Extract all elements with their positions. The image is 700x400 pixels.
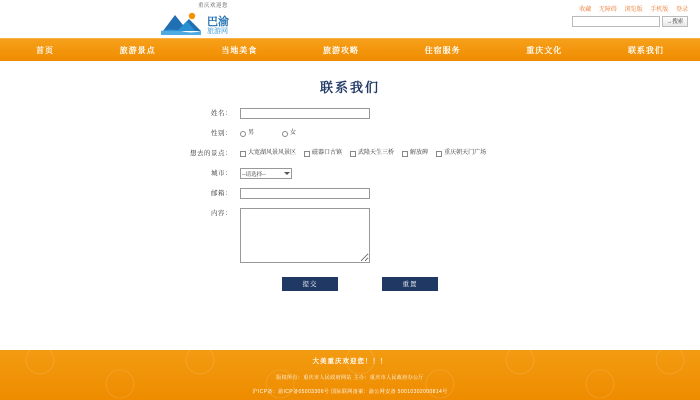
search-input[interactable] — [572, 16, 660, 27]
city-label: 城市： — [211, 170, 232, 177]
top-link-favorite[interactable]: 收藏 — [579, 7, 592, 13]
content-field-wrap — [240, 208, 580, 265]
footer-icp: 沪ICP备：渝ICP备05003306号 国际联网备案：渝公网安备 50010302000814号 — [252, 389, 448, 395]
gender-option-male[interactable] — [240, 128, 254, 139]
checkbox-icon[interactable] — [304, 151, 310, 157]
contact-form — [120, 108, 580, 291]
place-option-2-label: 武隆天生三桥 — [358, 150, 395, 156]
page-title: 联系我们 — [319, 80, 380, 95]
places-field-wrap — [240, 148, 580, 159]
city-field-wrap — [240, 168, 580, 179]
place-option-1[interactable] — [304, 148, 342, 159]
gender-field-wrap — [240, 128, 580, 139]
name-label: 姓名： — [211, 110, 232, 117]
place-option-2[interactable] — [350, 148, 394, 159]
footer-slogan: 大美重庆欢迎您！！！ — [312, 358, 388, 365]
nav-item-attractions[interactable]: 旅游景点 — [119, 45, 156, 55]
place-option-0-label: 大宽湖风景风景区 — [248, 150, 297, 156]
svg-text:巴渝: 巴渝 — [207, 16, 229, 28]
nav-item-contact[interactable]: 联系我们 — [627, 45, 664, 55]
content-textarea[interactable] — [240, 208, 370, 263]
reset-button[interactable]: 重置 — [382, 277, 438, 291]
city-select[interactable] — [240, 168, 292, 179]
site-footer — [0, 350, 700, 400]
footer-copyright: 版权所有：重庆市人民政府网站 主办：重庆市人民政府办公厅 — [276, 375, 424, 381]
place-option-1-label: 磁器口古镇 — [312, 150, 343, 156]
submit-button[interactable]: 提交 — [282, 277, 338, 291]
checkbox-icon[interactable] — [350, 151, 356, 157]
checkbox-icon[interactable] — [240, 151, 246, 157]
radio-icon[interactable] — [282, 131, 288, 137]
form-row-places — [120, 148, 580, 159]
email-field-wrap — [240, 188, 580, 199]
checkbox-icon[interactable] — [436, 151, 442, 157]
gender-option-male-label: 男 — [248, 130, 255, 136]
top-link-browse[interactable]: 浏览版 — [624, 7, 643, 13]
place-option-0[interactable] — [240, 148, 296, 159]
place-option-3-label: 解放碑 — [410, 150, 429, 156]
places-checkbox-group — [240, 148, 580, 159]
gender-option-female-label: 女 — [290, 130, 297, 136]
nav-items — [30, 42, 670, 59]
form-row-content — [120, 208, 580, 265]
site-brand[interactable] — [158, 2, 268, 37]
nav-item-food[interactable]: 当地美食 — [221, 45, 258, 55]
top-link-mobile[interactable]: 手机版 — [650, 7, 669, 13]
nav-item-accommodation[interactable]: 住宿服务 — [424, 45, 461, 55]
place-option-3[interactable] — [402, 148, 428, 159]
gender-option-female[interactable] — [282, 128, 296, 139]
form-buttons — [120, 277, 580, 291]
gender-radio-group — [240, 128, 580, 139]
site-logo[interactable] — [158, 11, 268, 37]
svg-text:旅游网: 旅游网 — [207, 27, 228, 35]
place-option-4-label: 重庆朝天门广场 — [444, 150, 487, 156]
email-field[interactable] — [240, 188, 370, 199]
top-header — [0, 0, 700, 38]
places-label: 想去的景点： — [190, 150, 232, 157]
form-row-email — [120, 188, 580, 199]
logo-icon — [161, 11, 265, 35]
main-nav — [0, 38, 700, 61]
form-row-name — [120, 108, 580, 119]
brand-top-text: 重庆欢迎您 — [197, 3, 228, 9]
gender-label: 性别： — [211, 130, 232, 137]
place-option-4[interactable] — [436, 148, 486, 159]
form-row-city — [120, 168, 580, 179]
top-link-accessibility[interactable]: 无障碍 — [598, 7, 617, 13]
checkbox-icon[interactable] — [402, 151, 408, 157]
top-links — [573, 4, 688, 13]
content-label: 内容： — [211, 210, 232, 217]
nav-item-guides[interactable]: 旅游攻略 — [322, 45, 359, 55]
email-label: 邮箱： — [211, 190, 232, 197]
top-link-login[interactable]: 登录 — [675, 7, 688, 13]
nav-item-home[interactable]: 首页 — [36, 45, 54, 55]
main-content — [0, 61, 700, 351]
form-row-gender — [120, 128, 580, 139]
search-button[interactable]: →搜索 — [662, 16, 688, 27]
nav-item-culture[interactable]: 重庆文化 — [526, 45, 563, 55]
search-box — [572, 16, 688, 27]
name-input[interactable] — [240, 108, 370, 119]
city-select-value: --请选择-- — [242, 171, 266, 178]
chevron-down-icon[interactable] — [284, 172, 290, 175]
name-field-wrap — [240, 108, 580, 119]
radio-icon[interactable] — [240, 131, 246, 137]
